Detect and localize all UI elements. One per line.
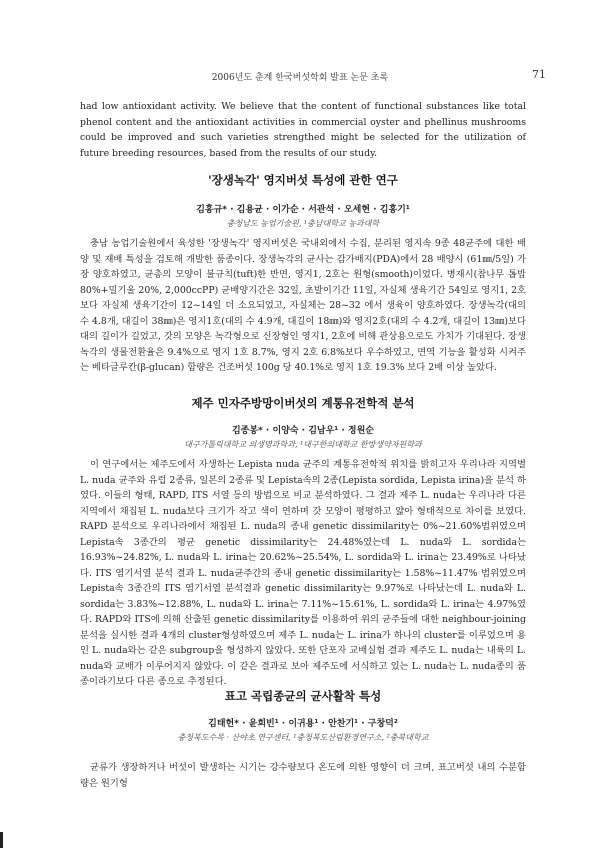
section-3-affiliation: 충청북도수목 · 산야초 연구센터, ¹충청북도산림환경연구소, ²충북대학교 bbox=[177, 733, 429, 742]
page-edge-mark bbox=[0, 832, 3, 848]
section-3-authors: 김태헌* · 윤희빈¹ · 이귀용¹ · 안찬기¹ · 구창덕² bbox=[208, 719, 398, 729]
running-header: 2006년도 춘계 한국버섯학회 발표 논문 초록 bbox=[211, 73, 389, 83]
section-2-body-block bbox=[80, 457, 526, 690]
section-1-body-block bbox=[80, 236, 526, 376]
intro-paragraph: had low antioxidant activity. We believe that the content of functional substances like total phenol content and the antioxidant activities in commercial oyster and phellinus mushrooms could be improved and such varieties strengthed might be selected for the utilization of future breeding resources, based from the results of our study. bbox=[80, 101, 526, 159]
section-2-title: 제주 민자주방망이버섯의 계통유전학적 분석 bbox=[191, 396, 415, 410]
section-1-affiliation: 충청남도 농업기술원, ¹충남대학교 농과대학 bbox=[226, 219, 380, 228]
section-2-authors: 김종봉* · 이양숙 · 김남우¹ · 정원순 bbox=[231, 426, 375, 436]
section-3-body-block bbox=[80, 760, 526, 791]
page-number: 71 bbox=[532, 68, 546, 81]
intro-paragraph-block bbox=[80, 99, 526, 161]
section-1-title: '장생녹각' 영지버섯 특성에 관한 연구 bbox=[208, 173, 398, 187]
section-2-affiliation: 대구가톨릭대학교 의생명과학과, ¹대구한의대학교 한방생약자원학과 bbox=[184, 440, 422, 449]
section-1-body: 충남 농업기술원에서 육성한 '장생녹각' 영지버섯은 국내외에서 수집, 분리된 영지속 9종 48균주에 대한 배양 및 재배 특성을 검토해 개발한 품종이다. 장생녹각의 균사는 감가배지(PDA)에서 28 배양시 (61㎜/5일) 가장 양호하였고, 균총의 모양이 불규칙(tuft)한 반면, 영지1, 2호는 원형(smooth)이었다. 병재시(참나무 톱밥 80%+밀기울 20%, 2,000ccPP) 균배양기간은 32일, 초발이기간 11일, 자실체 생육기간 54일로 영지1, 2호 보다 자실체 생육기간이 12~14일 더 소요되었고, 자실체는 28~32 에서 생육이 양호하였다. 장생녹각(대의 수 4.8개, 대길이 38㎜)은 영지1호(대의 수 4.9개, 대길이 18㎜)와 영지2호(대의 수 4.2개, 대길이 13㎜)보다 대의 길이가 길었고, 갓의 모양은 녹각형으로 신장형인 영지1, 2호에 비해 관상용으로도 가치가 기대된다. 장생녹각의 생물전환율은 9.4%으로 영지 1호 8.7%, 영지 2호 6.8%보다 우수하였고, 면역 기능을 활성화 시켜주는 베타글루칸(β-glucan) 함량은 건조버섯 100g 당 40.1%로 영지 1호 19.3% 보다 2배 이상 높았다. bbox=[80, 238, 526, 373]
section-2-body: 이 연구에서는 제주도에서 자생하는 Lepista nuda 균주의 계통유전학적 위치를 밝히고자 우리나라 지역별 L. nuda 균주와 유럽 2종류, 일본의 2종류 및 Lepista속의 2종(Lepista sordida, Lepista irina)을 분석 하였다. 이들의 형태, RAPD, ITS 서열 등의 방법으로 비교 분석하였다. 그 결과 제주 L. nuda는 우리나라 다른 지역에서 채집된 L. nuda보다 크기가 작고 색이 연하며 갓 모양이 평평하고 얇아 형태적으로 차이를 보였다. RAPD 분석으로 우리나라에서 채집된 L. nuda의 종내 genetic dissimilarity는 0%~21.60%범위였으며 Lepista속 3종간의 평균 genetic dissimilarity는 24.48%였는데 L. nuda와 L. sordida는 16.93%~24.82%, L. nuda와 L. irina는 20.62%~25.54%, L. sordida와 L. irina는 23.49%로 나타났다. ITS 염기서열 분석 결과 L. nuda균주간의 종내 genetic dissimilarity는 1.58%~11.47% 범위였으며 Lepista속 3종간의 ITS 염기서열 분석결과 genetic dissimilarity는 9.97%로 나타났는데 L. nuda와 L. sordida는 3.83%~12.88%, L. nuda와 L. irina는 7.11%~15.61%, L. sordida와 L. irina는 4.97%였다. RAPD와 ITS에 의해 산출된 genetic dissimilarity를 이용하여 위의 균주들에 대한 neighbour-joining 분석을 실시한 결과 4개의 cluster형성하였으며 제주 L. nuda는 L. irina가 하나의 cluster를 이루었으며 용인 L. nuda와는 같은 subgroup을 형성하지 않았다. 또한 단포자 교배실험 결과 제주도 L. nuda는 내륙의 L. nuda와 교배가 이루어지지 않았다. 이 같은 결과로 보아 제주도에 서식하고 있는 L. nuda는 L. nuda종의 품종이라기보다 다른 종으로 추정된다. bbox=[80, 459, 526, 687]
section-1-authors: 김홍규* · 김용균 · 이가순 · 서관석 · 오세현 · 김홍기¹ bbox=[196, 205, 410, 215]
section-3-body: 균류가 생장하거나 버섯이 발생하는 시기는 강수량보다 온도에 의한 영향이 더 크며, 표고버섯 내의 수분함량은 원기형 bbox=[80, 762, 526, 789]
section-3-title: 표고 곡립종균의 균사활착 특성 bbox=[224, 689, 382, 703]
